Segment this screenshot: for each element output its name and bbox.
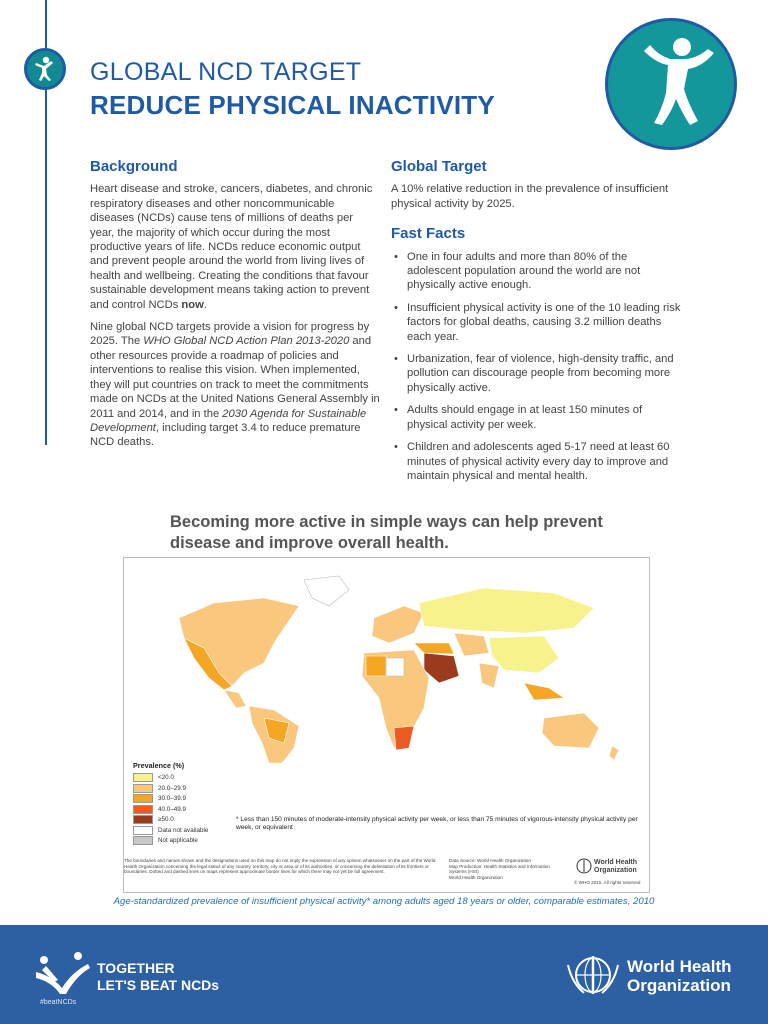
para2-italic-1: WHO Global NCD Action Plan 2013-2020 [143, 335, 350, 348]
map-data-source: Data Source: World Health Organization Map Production: Health Statistics and Information Systems (HSI) World Health Organization [449, 858, 550, 880]
legend-swatch [133, 815, 153, 824]
para1-text: Heart disease and stroke, cancers, diabetes, and chronic respiratory diseases and other noncommunicable diseases (NCDs) cause tens of millions of deaths per year, the majority of which occur during the most productive years of life. NCDs reduce economic output and prevent people around the world from living lives of health and wellbeing. Creating the conditions that favour sustainable development means taking action to prevent and control NCDs [90, 183, 373, 311]
legend-swatch [133, 836, 153, 845]
small-figure-badge [24, 48, 66, 90]
background-paragraph-2 [90, 320, 380, 450]
para2-italic-2: 2030 Agenda for Sustainable Development [90, 407, 367, 434]
fact-item: • One in four adults and more than 80% of the adolescent population around the world are not physically active enough. [393, 250, 681, 293]
page-supertitle: GLOBAL NCD TARGET [90, 58, 362, 86]
together-line-2: LET'S BEAT NCDs [97, 977, 220, 993]
who-name-line-2: Organization [627, 976, 731, 995]
large-figure-badge [605, 18, 737, 150]
no-data-africa [386, 658, 404, 676]
background-heading: Background [90, 158, 178, 175]
north-america [179, 598, 299, 686]
map-disclaimer: The boundaries and names shown and the designations used on this map do not imply the expression of any opinion whatsoever on the part of the World Health Organization concerning the legal status of any country, territory, city or area or of its authorities, or concerning the delimitation of its frontiers or boundaries. Dotted and dashed lines on maps represent approximate border lines for which there may not yet be full agreement. [124, 858, 436, 875]
background-section [90, 160, 380, 458]
who-emblem-icon [576, 858, 592, 874]
background-paragraph-1 [90, 182, 380, 312]
who-small-line-1: World Health [594, 859, 638, 866]
north-west-africa [366, 656, 386, 676]
global-target-text: A 10% relative reduction in the prevalence of insufficient physical activity by 2025. [391, 183, 669, 210]
who-small-line-2: Organization [594, 866, 637, 874]
fact-item: • Urbanization, fear of violence, high-density traffic, and pollution can discourage people from becoming more physically active. [393, 352, 681, 395]
fact-item: • Children and adolescents aged 5-17 need at least 60 minutes of physical activity every day to improve and maintain physical and mental health. [393, 440, 681, 483]
who-emblem-icon [566, 953, 620, 997]
legend-label: <20.0 [158, 774, 174, 782]
legend-label: Data not available [158, 826, 209, 834]
para2-text-b: and other resources provide a roadmap of policies and interventions to realise this vision. When implemented, they will put countries on track to meet the commitments made on NCDs at the United Nations General Assembly in 2011 and 2014, and in the [90, 335, 380, 420]
central-america [224, 690, 246, 708]
together-line-1: TOGETHER [97, 960, 175, 976]
fact-item: • Insufficient physical activity is one of the 10 leading risk factors for global deaths, causing 3.2 million deaths each year. [393, 301, 681, 344]
target-section [391, 160, 681, 491]
global-target-heading: Global Target [391, 158, 487, 175]
legend-label: 40.0–49.9 [158, 805, 187, 813]
jumping-person-icon [608, 21, 734, 147]
legend-label: 20.0–29.9 [158, 784, 187, 792]
legend-item [133, 784, 186, 793]
para1-end: . [203, 298, 207, 311]
india [479, 663, 499, 688]
hashtag: #beatNCDs [40, 999, 77, 1006]
legend-swatch [133, 826, 153, 835]
legend-item [133, 794, 186, 803]
russia [419, 588, 594, 633]
legend-swatch [133, 794, 153, 803]
legend-label: ≥50.0 [158, 816, 174, 824]
map-copyright: © WHO 2015. All rights reserved [574, 880, 641, 885]
together-text [97, 960, 219, 994]
who-name [627, 957, 732, 995]
para2-text-c: , including target 3.4 to reduce premature NCD deaths. [90, 421, 361, 449]
person-icon [27, 51, 63, 87]
world-map [124, 558, 649, 763]
legend-item [133, 815, 174, 824]
footer-band [0, 925, 768, 1024]
world-map-figure [123, 557, 650, 893]
legend-item [133, 836, 198, 845]
para2-text-a: Nine global NCD targets provide a vision for progress by 2025. The [90, 321, 370, 348]
legend-item [133, 805, 186, 814]
who-small-name [594, 859, 637, 874]
legend-label: 30.0–39.9 [158, 795, 187, 803]
legend-swatch [133, 773, 153, 782]
legend-item [133, 773, 174, 782]
legend-swatch [133, 805, 153, 814]
middle-east [414, 643, 454, 654]
fast-facts-heading: Fast Facts [391, 225, 466, 243]
map-caption: Age-standardized prevalence of insufficient physical activity* among adults aged 18 years or older, comparable estimates, 2010 [113, 896, 655, 907]
south-africa [394, 726, 414, 750]
fact-item: • Adults should engage in at least 150 minutes of physical activity per week. [393, 403, 681, 432]
fast-facts-list [391, 250, 681, 484]
australia [542, 713, 599, 748]
para1-bold: now [181, 298, 204, 311]
tagline: Becoming more active in simple ways can help prevent disease and improve overall health. [170, 513, 603, 552]
legend-title: Prevalence (%) [133, 761, 185, 770]
new-zealand [609, 746, 619, 760]
legend-label: Not applicable [158, 837, 198, 845]
who-name-line-1: World Health [627, 957, 732, 976]
greenland [304, 576, 349, 606]
beat-ncds-logo-icon [32, 950, 92, 1000]
saudi-arabia [424, 653, 459, 683]
central-asia [454, 633, 489, 656]
europe [372, 606, 424, 643]
map-footnote: * Less than 150 minutes of moderate-intensity physical activity per week, or less than 75 minutes of vigorous-intensity physical activity per week, or equivalent [236, 816, 638, 831]
china [489, 636, 559, 673]
south-east-asia [524, 683, 564, 700]
page-title: REDUCE PHYSICAL INACTIVITY [90, 90, 495, 120]
legend-swatch [133, 784, 153, 793]
legend-item [133, 826, 208, 835]
